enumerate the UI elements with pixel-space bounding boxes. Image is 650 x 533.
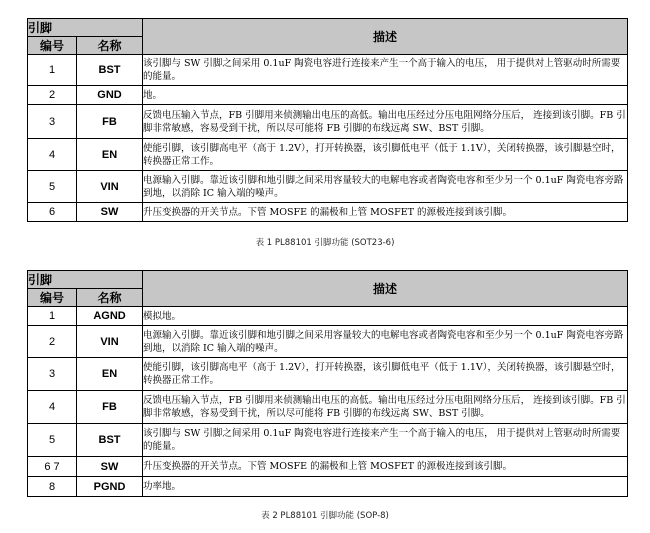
table-row bbox=[28, 358, 628, 391]
pin-name: SW bbox=[77, 203, 143, 222]
pin-description: 地。 bbox=[143, 86, 628, 105]
table-row bbox=[28, 105, 628, 139]
table-row bbox=[28, 307, 628, 326]
pin-number: 6 bbox=[28, 203, 77, 222]
pin-number: 1 bbox=[28, 55, 77, 86]
pin-number: 2 bbox=[28, 86, 77, 105]
pin-name: BST bbox=[77, 55, 143, 86]
pin-number: 6 7 bbox=[28, 457, 77, 477]
table-row bbox=[28, 326, 628, 358]
header-description: 描述 bbox=[143, 19, 628, 55]
table-row bbox=[28, 86, 628, 105]
pin-name: FB bbox=[77, 391, 143, 424]
header-pin-group: 引脚 bbox=[28, 19, 143, 37]
pin-name: GND bbox=[77, 86, 143, 105]
pin-number: 4 bbox=[28, 139, 77, 171]
pin-number: 3 bbox=[28, 358, 77, 391]
pin-description: 该引脚与 SW 引脚之间采用 0.1uF 陶瓷电容进行连接来产生一个高于输入的电压， 用于提供对上管驱动时所需要的能量。 bbox=[143, 55, 628, 86]
pin-description: 反馈电压输入节点，FB 引脚用来侦测输出电压的高低。输出电压经过分压电阻网络分压后， 连接到该引脚。FB 引脚非常敏感，容易受到干扰，所以尽可能将 FB 引脚的布线远离 SW、BST 引脚。 bbox=[143, 391, 628, 424]
pin-description: 模拟地。 bbox=[143, 307, 628, 326]
pin-name: EN bbox=[77, 358, 143, 391]
header-pin-group: 引脚 bbox=[28, 271, 143, 289]
header-number: 编号 bbox=[28, 37, 77, 55]
header-description: 描述 bbox=[143, 271, 628, 307]
table-row bbox=[28, 55, 628, 86]
pin-name: EN bbox=[77, 139, 143, 171]
table-row bbox=[28, 457, 628, 477]
pin-name: VIN bbox=[77, 326, 143, 358]
pin-name: AGND bbox=[77, 307, 143, 326]
pin-name: VIN bbox=[77, 171, 143, 203]
pin-description: 功率地。 bbox=[143, 477, 628, 497]
header-number: 编号 bbox=[28, 289, 77, 307]
pin-description: 电源输入引脚。靠近该引脚和地引脚之间采用容量较大的电解电容或者陶瓷电容和至少另一个 0.1uF 陶瓷电容旁路到地，以消除 IC 输入端的噪声。 bbox=[143, 171, 628, 203]
pin-number: 3 bbox=[28, 105, 77, 139]
table-row bbox=[28, 391, 628, 424]
pin-description: 升压变换器的开关节点。下管 MOSFE 的漏极和上管 MOSFET 的源极连接到该引脚。 bbox=[143, 457, 628, 477]
pin-number: 2 bbox=[28, 326, 77, 358]
pin-table-sot23-6 bbox=[27, 18, 628, 222]
pin-name: FB bbox=[77, 105, 143, 139]
table-row bbox=[28, 203, 628, 222]
header-name: 名称 bbox=[77, 37, 143, 55]
pin-table-sop-8 bbox=[27, 270, 628, 497]
table-caption: 表 2 PL88101 引脚功能 (SOP-8) bbox=[261, 511, 389, 521]
pin-name: BST bbox=[77, 424, 143, 457]
table-row bbox=[28, 477, 628, 497]
pin-name: SW bbox=[77, 457, 143, 477]
table-row bbox=[28, 139, 628, 171]
pin-description: 使能引脚，该引脚高电平（高于 1.2V），打开转换器，该引脚低电平（低于 1.1V），关闭转换器，该引脚悬空时，转换器正常工作。 bbox=[143, 358, 628, 391]
pin-description: 反馈电压输入节点，FB 引脚用来侦测输出电压的高低。输出电压经过分压电阻网络分压后， 连接到该引脚。FB 引脚非常敏感，容易受到干扰，所以尽可能将 FB 引脚的布线远离 SW、BST 引脚。 bbox=[143, 105, 628, 139]
pin-description: 电源输入引脚。靠近该引脚和地引脚之间采用容量较大的电解电容或者陶瓷电容和至少另一个 0.1uF 陶瓷电容旁路到地，以消除 IC 输入端的噪声。 bbox=[143, 326, 628, 358]
table-caption: 表 1 PL88101 引脚功能 (SOT23-6) bbox=[255, 238, 395, 248]
pin-number: 4 bbox=[28, 391, 77, 424]
pin-number: 5 bbox=[28, 424, 77, 457]
header-name: 名称 bbox=[77, 289, 143, 307]
pin-description: 该引脚与 SW 引脚之间采用 0.1uF 陶瓷电容进行连接来产生一个高于输入的电压， 用于提供对上管驱动时所需要的能量。 bbox=[143, 424, 628, 457]
pin-number: 5 bbox=[28, 171, 77, 203]
table-row bbox=[28, 171, 628, 203]
pin-description: 使能引脚，该引脚高电平（高于 1.2V），打开转换器，该引脚低电平（低于 1.1V），关闭转换器，该引脚悬空时，转换器正常工作。 bbox=[143, 139, 628, 171]
pin-number: 8 bbox=[28, 477, 77, 497]
table-row bbox=[28, 424, 628, 457]
pin-description: 升压变换器的开关节点。下管 MOSFE 的漏极和上管 MOSFET 的源极连接到该引脚。 bbox=[143, 203, 628, 222]
pin-number: 1 bbox=[28, 307, 77, 326]
pin-name: PGND bbox=[77, 477, 143, 497]
